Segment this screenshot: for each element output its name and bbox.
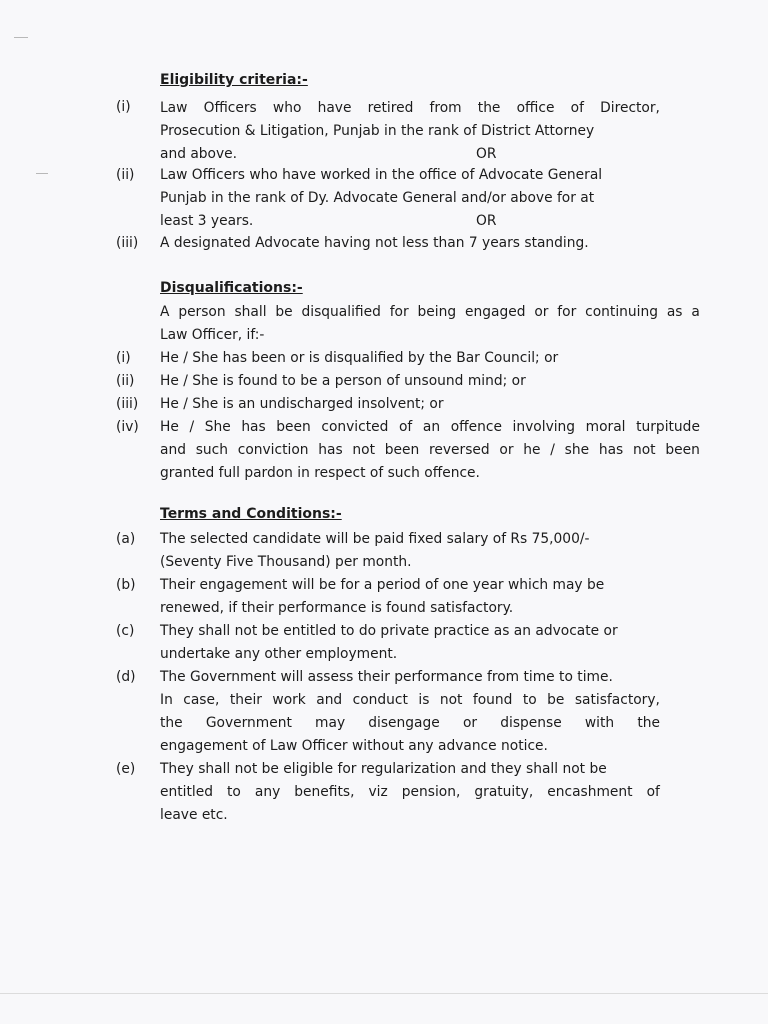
scan-speck: [36, 173, 48, 174]
word: /: [189, 419, 195, 435]
word: for: [557, 304, 577, 320]
word: He: [160, 419, 179, 435]
word: being: [417, 304, 457, 320]
word: Officers: [203, 100, 257, 116]
word: and: [316, 692, 343, 708]
word: found: [472, 692, 513, 708]
word: he: [523, 442, 541, 458]
terms-item-number: (d): [116, 669, 136, 685]
text-line: They shall not be eligible for regularization and they shall not be: [160, 761, 607, 777]
word: be: [547, 692, 565, 708]
word: reversed: [429, 442, 490, 458]
terms-item-text: [160, 528, 590, 574]
text-line: engagement of Law Officer without any advance notice.: [160, 738, 548, 754]
word: been: [384, 442, 420, 458]
word: involving: [512, 419, 576, 435]
word: an: [422, 419, 441, 435]
word: been: [276, 419, 311, 435]
word: disengage: [368, 715, 440, 731]
word: not: [439, 692, 463, 708]
word: person: [178, 304, 226, 320]
text-line: Law Officer, if:-: [160, 327, 265, 343]
word: of: [646, 784, 660, 800]
word: their: [229, 692, 262, 708]
word: the: [160, 715, 183, 731]
word: A: [160, 304, 170, 320]
eligibility-heading: Eligibility criteria:-: [160, 72, 308, 88]
text-line: The Government will assess their performance from time to time.: [160, 669, 613, 685]
word: for: [389, 304, 409, 320]
word: benefits,: [294, 784, 355, 800]
disqualification-item-number: (iii): [116, 396, 139, 412]
eligibility-item-text: [160, 97, 660, 166]
justified-line: [160, 439, 700, 462]
word: has: [318, 442, 343, 458]
or-separator: OR: [476, 213, 497, 229]
word: dispense: [500, 715, 562, 731]
word: In: [160, 692, 173, 708]
word: encashment: [547, 784, 633, 800]
word: be: [275, 304, 293, 320]
word: or: [499, 442, 514, 458]
word: conduct: [352, 692, 408, 708]
terms-item-text: [160, 666, 660, 758]
word: She: [204, 419, 231, 435]
page-bottom-edge: [0, 993, 768, 994]
word: /: [550, 442, 555, 458]
text-line: leave etc.: [160, 807, 228, 823]
word: moral: [585, 419, 626, 435]
word: engaged: [465, 304, 526, 320]
terms-item-number: (e): [116, 761, 136, 777]
disqualification-item-number: (iv): [116, 419, 139, 435]
word: retired: [367, 100, 414, 116]
word: she: [564, 442, 590, 458]
disqualifications-heading: Disqualifications:-: [160, 280, 303, 296]
word: continuing: [585, 304, 658, 320]
text-line: granted full pardon in respect of such offence.: [160, 465, 480, 481]
word: is: [418, 692, 430, 708]
terms-item-number: (a): [116, 531, 136, 547]
word: satisfactory,: [574, 692, 660, 708]
word: offence: [450, 419, 502, 435]
text-line: Punjab in the rank of Dy. Advocate General and/or above for at: [160, 190, 595, 206]
word: the: [637, 715, 660, 731]
eligibility-item-text: [160, 164, 660, 233]
text-line: Their engagement will be for a period of one year which may be: [160, 577, 605, 593]
justified-line: [160, 781, 660, 804]
text-line: A designated Advocate having not less than 7 years standing.: [160, 235, 589, 251]
text-line: Prosecution & Litigation, Punjab in the rank of District Attorney: [160, 123, 595, 139]
word: Director,: [600, 100, 660, 116]
terms-item-number: (c): [116, 623, 135, 639]
word: or: [462, 715, 478, 731]
text-line: The selected candidate will be paid fixed salary of Rs 75,000/-: [160, 531, 590, 547]
word: not: [632, 442, 656, 458]
terms-item-text: [160, 574, 604, 620]
word: from: [429, 100, 462, 116]
eligibility-item-text: [160, 232, 589, 255]
word: may: [315, 715, 346, 731]
scan-speck: [14, 37, 28, 38]
word: has: [598, 442, 624, 458]
eligibility-item-number: (iii): [116, 235, 139, 251]
word: of: [398, 419, 413, 435]
text-line: He / She is found to be a person of unsound mind; or: [160, 373, 526, 389]
word: been: [665, 442, 700, 458]
terms-item-text: [160, 620, 618, 666]
text-line: He / She is an undischarged insolvent; or: [160, 396, 444, 412]
eligibility-item-number: (i): [116, 99, 131, 115]
word: with: [584, 715, 615, 731]
word: shall: [234, 304, 267, 320]
word: gratuity,: [474, 784, 534, 800]
text-line: Law Officers who have worked in the office of Advocate General: [160, 167, 603, 183]
word: as: [666, 304, 683, 320]
justified-line: [160, 97, 660, 120]
disqualification-item-text: [160, 347, 558, 370]
word: work: [272, 692, 306, 708]
terms-heading: Terms and Conditions:-: [160, 506, 342, 522]
word: conviction: [237, 442, 309, 458]
word: Law: [160, 100, 188, 116]
word: case,: [183, 692, 220, 708]
text-line: undertake any other employment.: [160, 646, 398, 662]
word: office: [516, 100, 555, 116]
word: a: [691, 304, 700, 320]
word: to: [522, 692, 537, 708]
eligibility-item-number: (ii): [116, 167, 135, 183]
word: and: [160, 442, 186, 458]
word: entitled: [160, 784, 213, 800]
disqualification-item-text: [160, 393, 444, 416]
word: have: [317, 100, 352, 116]
text-line: (Seventy Five Thousand) per month.: [160, 554, 412, 570]
text-line: He / She has been or is disqualified by the Bar Council; or: [160, 350, 559, 366]
disqualifications-intro: [160, 301, 700, 347]
justified-line: [160, 301, 700, 324]
text-line-content: least 3 years.: [160, 213, 254, 229]
word: of: [570, 100, 584, 116]
word: who: [272, 100, 302, 116]
word: any: [254, 784, 281, 800]
disqualification-item-text: [160, 370, 526, 393]
word: Government: [205, 715, 292, 731]
disqualification-item-number: (ii): [116, 373, 135, 389]
word: or: [534, 304, 549, 320]
text-line: renewed, if their performance is found satisfactory.: [160, 600, 514, 616]
word: disqualified: [301, 304, 381, 320]
or-separator: OR: [476, 146, 497, 162]
text-line: [160, 143, 660, 166]
word: viz: [368, 784, 388, 800]
text-line-content: and above.: [160, 146, 238, 162]
justified-line: [160, 689, 660, 712]
word: has: [241, 419, 266, 435]
text-line: They shall not be entitled to do private practice as an advocate or: [160, 623, 618, 639]
word: pension,: [401, 784, 461, 800]
word: the: [477, 100, 501, 116]
terms-item-text: [160, 758, 660, 827]
word: such: [195, 442, 228, 458]
justified-line: [160, 712, 660, 735]
disqualification-item-text: [160, 416, 700, 485]
word: not: [352, 442, 376, 458]
word: turpitude: [636, 419, 700, 435]
disqualification-item-number: (i): [116, 350, 131, 366]
word: convicted: [321, 419, 389, 435]
text-line: [160, 210, 660, 233]
word: to: [227, 784, 241, 800]
terms-item-number: (b): [116, 577, 136, 593]
justified-line: [160, 416, 700, 439]
